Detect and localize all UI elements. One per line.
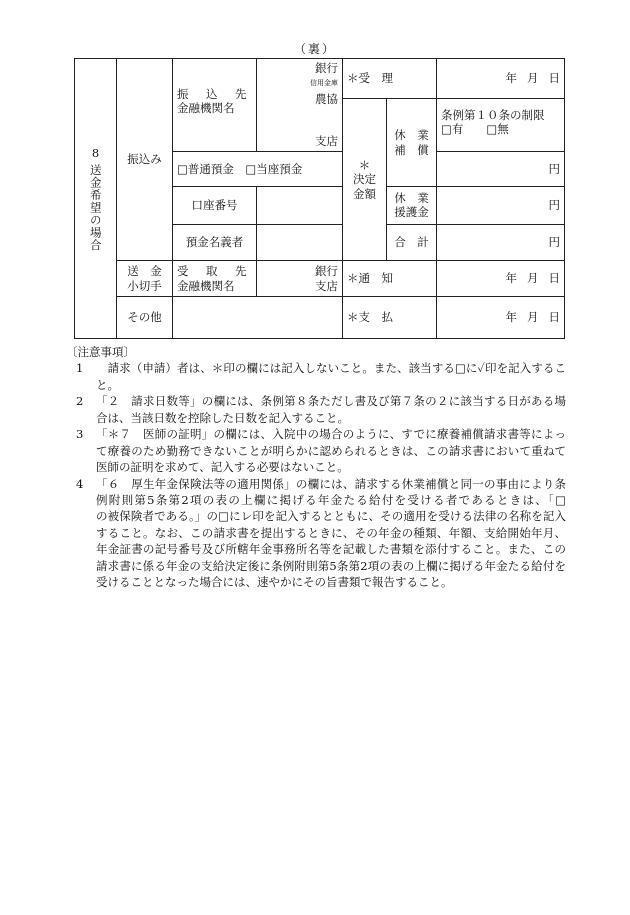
note-item: 3 「＊７ 医師の証明」の欄には、入院中の場合のように、すでに療養補償請求書等によって療養のため勤務できないことが明らかに認められるときは、この請求書において重ねて医師の証明を求めて、記入する必要はないこと。 bbox=[76, 427, 566, 475]
allowance-amount-field[interactable]: 円 bbox=[437, 187, 565, 225]
account-number-label: 口座番号 bbox=[173, 187, 257, 225]
deposit-type-field[interactable]: □普通預金 □当座預金 bbox=[173, 152, 343, 187]
payment-date-field[interactable]: 年 月 日 bbox=[437, 297, 565, 339]
total-amount-field[interactable]: 円 bbox=[437, 225, 565, 261]
branch-suffix: 支店 bbox=[315, 133, 338, 148]
check-institution-label: 受 取 先 金融機関名 bbox=[173, 261, 257, 297]
payment-label: ＊支 払 bbox=[343, 297, 437, 339]
note-item: 2 「２ 請求日数等」の欄には、条例第８条ただし書及び第７条の２に該当する日がある場合は、当該日数を控除した日数を記入すること。 bbox=[76, 394, 566, 425]
section-8-cell bbox=[75, 59, 117, 339]
notes-section bbox=[66, 344, 624, 591]
total-label: 合 計 bbox=[387, 225, 437, 261]
section-title: 送金希望の場合 bbox=[88, 163, 103, 252]
limit-options: □有 □無 bbox=[441, 122, 509, 137]
compensation-label: 休 業 補 償 bbox=[387, 99, 437, 187]
other-label: その他 bbox=[117, 297, 173, 339]
check-label: 送 金 小切手 bbox=[117, 261, 173, 297]
note-item: 1 請求（申請）者は、＊印の欄には記入しないこと。また、該当する□に✓印を記入すること。 bbox=[76, 361, 566, 392]
limit-text: 条例第１０条の制限 bbox=[441, 108, 545, 122]
account-number-field[interactable] bbox=[257, 187, 343, 225]
other-field[interactable] bbox=[173, 297, 343, 339]
receipt-label: ＊受 理 bbox=[343, 59, 437, 99]
notes-title: 〔注意事項〕 bbox=[66, 345, 135, 359]
page-heading: （裏） bbox=[293, 42, 336, 56]
note-item: 4 「６ 厚生年金保険法等の適用関係」の欄には、請求する休業補償と同一の事由により条例附則第5条第2項の表の上欄に掲げる年金たる給付を受ける者であるときは、「□ の被保険者である。」の□にレ印を記入するとともに、その適用を受ける法律の名称を記入すること。なお、この請求書を提出するときに、その年金の種類、年額、支給開始年月、年金証書の記号番号及び所轄年金事務所名等を記載した書類を添付すること。また、この請求書に係る年金の支給決定後に条例附則第5条第2項の表の上欄に掲げる年金たる給付を受けることとなった場合には、速やかにその旨書類で報告すること。 bbox=[76, 476, 624, 590]
transfer-institution-label: 振 込 先 金融機関名 bbox=[173, 59, 257, 152]
account-holder-field[interactable] bbox=[257, 225, 343, 261]
notify-label: ＊通 知 bbox=[343, 261, 437, 297]
decision-amount-label: ＊ 決定 金額 bbox=[343, 99, 387, 261]
transfer-label: 振込み bbox=[117, 59, 173, 261]
nokyo-suffix: 農協 bbox=[315, 92, 338, 106]
transfer-bank-field[interactable] bbox=[257, 59, 343, 152]
account-holder-label: 預金名義者 bbox=[173, 225, 257, 261]
notify-date-field[interactable]: 年 月 日 bbox=[437, 261, 565, 297]
bank-suffix: 銀行 bbox=[315, 61, 338, 75]
compensation-amount-field[interactable]: 円 bbox=[437, 152, 565, 187]
shinkin-suffix: 信用金庫 bbox=[310, 79, 338, 87]
allowance-label: 休 業 援護金 bbox=[387, 187, 437, 225]
section-number: 8 bbox=[91, 145, 100, 160]
remittance-form-table bbox=[74, 58, 565, 339]
check-bank-field[interactable]: 銀行 支店 bbox=[257, 261, 343, 297]
receipt-date-field[interactable]: 年 月 日 bbox=[437, 59, 565, 99]
limit-cell[interactable] bbox=[437, 99, 565, 152]
